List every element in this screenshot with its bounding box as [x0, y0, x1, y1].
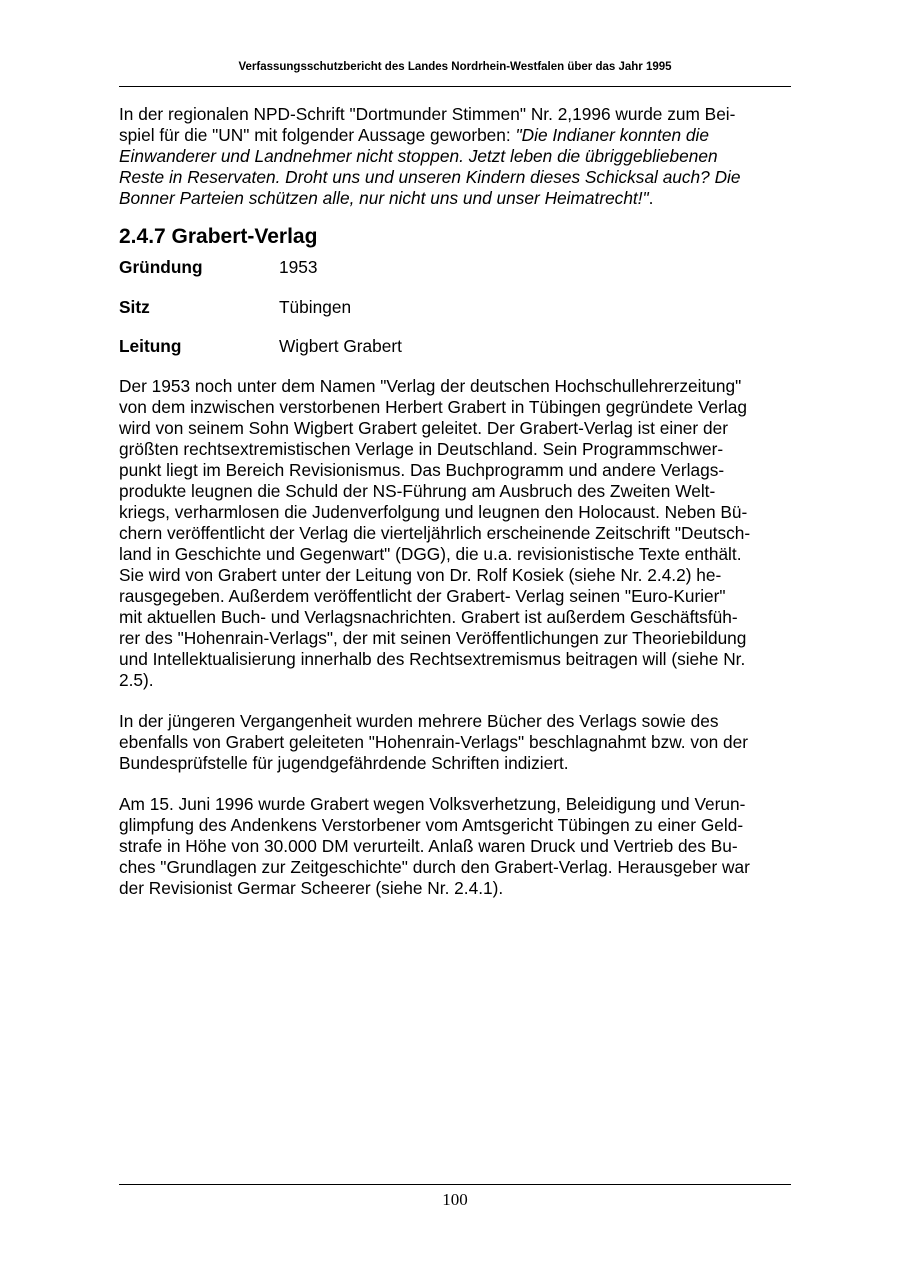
text-line: wird von seinem Sohn Wigbert Grabert geleitet. Der Grabert-Verlag ist einer der	[119, 418, 728, 438]
body-paragraph	[119, 376, 791, 691]
text-line: kriegs, verharmlosen die Judenverfolgung und leugnen den Holocaust. Neben Bü-	[119, 502, 748, 522]
text-line	[119, 146, 791, 167]
text-line: glimpfung des Andenkens Verstorbener vom Amtsgericht Tübingen zu einer Geld-	[119, 815, 744, 835]
text-line: Bundesprüfstelle für jugendgefährdende Schriften indiziert.	[119, 753, 569, 773]
text-line: In der jüngeren Vergangenheit wurden mehrere Bücher des Verlags sowie des	[119, 711, 719, 731]
text-line	[119, 188, 791, 209]
footer-rule	[119, 1184, 791, 1185]
text-line: punkt liegt im Bereich Revisionismus. Das Buchprogramm und andere Verlags-	[119, 460, 725, 480]
text-line: und Intellektualisierung innerhalb des Rechtsextremismus beitragen will (siehe Nr.	[119, 649, 746, 669]
text-span: .	[648, 188, 654, 208]
header-rule	[119, 86, 791, 87]
page-body	[119, 104, 791, 919]
fact-value: Tübingen	[279, 296, 352, 317]
text-line: In der regionalen NPD-Schrift "Dortmunder Stimmen" Nr. 2,1996 wurde zum Bei-	[119, 104, 736, 124]
fact-label: Sitz	[119, 296, 150, 317]
quote-span: "Die Indianer konnten die	[515, 125, 709, 145]
text-line: Sie wird von Grabert unter der Leitung von Dr. Rolf Kosiek (siehe Nr. 2.4.2) he-	[119, 565, 722, 585]
fact-row-founding	[119, 257, 791, 278]
running-header: Verfassungsschutzbericht des Landes Nordrhein-Westfalen über das Jahr 1995	[238, 61, 672, 73]
page-number: 100	[442, 1190, 468, 1209]
text-line: land in Geschichte und Gegenwart" (DGG), die u.a. revisionistische Texte enthält.	[119, 544, 742, 564]
section-heading: 2.4.7 Grabert-Verlag	[119, 225, 318, 248]
text-line: rausgegeben. Außerdem veröffentlicht der Grabert- Verlag seinen "Euro-Kurier"	[119, 586, 726, 606]
quote-span: Bonner Parteien schützen alle, nur nicht uns und unser Heimatrecht!"	[119, 188, 649, 208]
text-line: Der 1953 noch unter dem Namen "Verlag der deutschen Hochschullehrerzeitung"	[119, 376, 742, 396]
body-paragraph	[119, 711, 791, 774]
quote-span: Reste in Reservaten. Droht uns und unseren Kindern dieses Schicksal auch? Die	[119, 167, 741, 187]
intro-paragraph	[119, 104, 791, 209]
text-line: chern veröffentlicht der Verlag die vierteljährlich erscheinende Zeitschrift "Deutsch-	[119, 523, 751, 543]
text-line: rer des "Hohenrain-Verlags", der mit seinen Veröffentlichungen zur Theoriebildung	[119, 628, 747, 648]
text-line: mit aktuellen Buch- und Verlagsnachrichten. Grabert ist außerdem Geschäftsfüh-	[119, 607, 738, 627]
quote-span: Einwanderer und Landnehmer nicht stoppen. Jetzt leben die übriggebliebenen	[119, 146, 718, 166]
text-line: 2.5).	[119, 670, 154, 690]
text-line: größten rechtsextremistischen Verlage in Deutschland. Sein Programmschwer-	[119, 439, 724, 459]
text-line	[119, 167, 791, 188]
fact-label: Gründung	[119, 257, 203, 277]
text-line: ebenfalls von Grabert geleiteten "Hohenrain-Verlags" beschlagnahmt bzw. von der	[119, 732, 749, 752]
text-line: Am 15. Juni 1996 wurde Grabert wegen Volksverhetzung, Beleidigung und Verun-	[119, 794, 746, 814]
fact-row-leadership	[119, 336, 791, 357]
fact-value: 1953	[279, 257, 318, 277]
text-line: der Revisionist Germar Scheerer (siehe Nr. 2.4.1).	[119, 878, 504, 898]
fact-label: Leitung	[119, 336, 182, 356]
body-paragraphs	[119, 376, 791, 899]
fact-value: Wigbert Grabert	[279, 336, 402, 356]
text-span: spiel für die "UN" mit folgender Aussage geworben:	[119, 125, 516, 145]
text-line: von dem inzwischen verstorbenen Herbert Grabert in Tübingen gegründete Verlag	[119, 397, 747, 417]
body-paragraph	[119, 794, 791, 899]
text-line: strafe in Höhe von 30.000 DM verurteilt. Anlaß waren Druck und Vertrieb des Bu-	[119, 836, 738, 856]
text-line	[119, 125, 791, 146]
text-line: produkte leugnen die Schuld der NS-Führung am Ausbruch des Zweiten Welt-	[119, 481, 716, 501]
fact-row-seat	[119, 297, 791, 318]
text-line: ches "Grundlagen zur Zeitgeschichte" durch den Grabert-Verlag. Herausgeber war	[119, 857, 750, 877]
